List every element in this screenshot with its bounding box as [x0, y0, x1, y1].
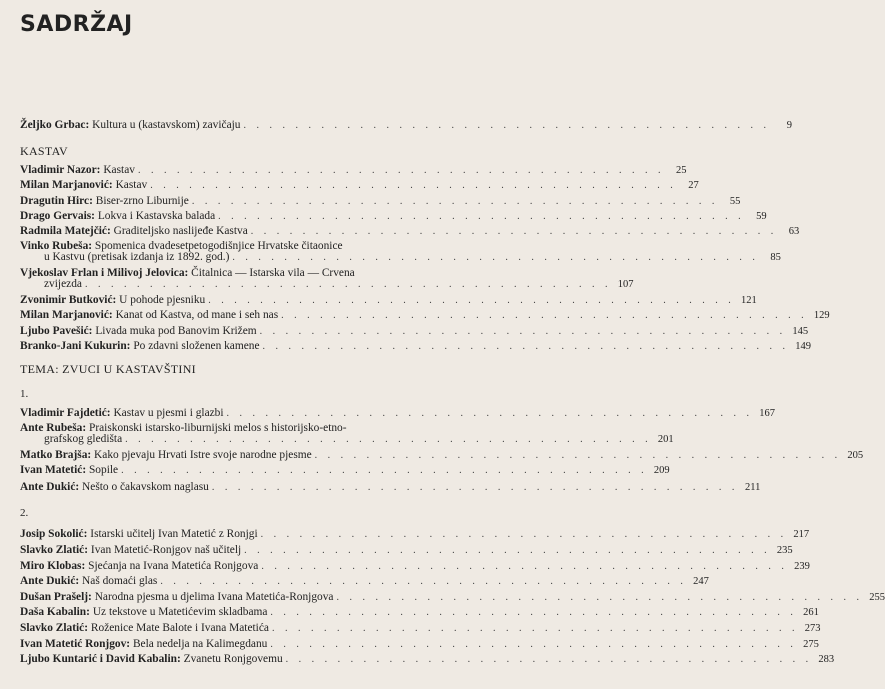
entry-page-number: 27 — [688, 180, 699, 191]
entry-author: Slavko Zlatić: — [20, 544, 89, 556]
entry-author: Ante Dukić: — [20, 481, 80, 493]
entry-title: Kultura u (kastavskom) zavičaju — [92, 119, 241, 131]
entry-title: Ivan Matetić-Ronjgov naš učitelj — [90, 544, 242, 556]
toc-entry-line — [20, 464, 670, 476]
entry-page-number: 25 — [675, 165, 687, 176]
toc-entry — [20, 164, 687, 176]
toc-entry — [20, 449, 864, 461]
leader-dots: . . . . . . . . . . . . . . . . . . . . . . . . . . . . . . . . . . . . . . . . . — [244, 545, 771, 556]
entry-page-number: 283 — [818, 654, 835, 665]
entry-page-number: 63 — [788, 226, 800, 237]
toc-entry-line — [20, 225, 800, 237]
toc-entry-text — [20, 310, 278, 321]
entry-title-continued: u Kastvu (pretisak izdanja iz 1892. god.) — [44, 251, 230, 263]
toc-entry-line — [20, 544, 793, 556]
entry-page-number: 211 — [745, 482, 761, 493]
entry-title: Kanat od Kastva, od mane i seh nas — [115, 309, 279, 321]
leader-dots: . . . . . . . . . . . . . . . . . . . . . . . . . . . . . . . . . . . . . . . . . — [261, 561, 788, 572]
entry-author: Radmila Matejčić: — [20, 225, 111, 237]
leader-dots: . . . . . . . . . . . . . . . . . . . . . . . . . . . . . . . . . . . . . . . . . — [121, 465, 648, 476]
leader-dots: . . . . . . . . . . . . . . . . . . . . . . . . . . . . . . . . . . . . . . . . . — [314, 450, 842, 461]
toc-entry-line — [20, 528, 810, 540]
toc-entry-text — [20, 592, 334, 603]
entry-title: Biser-zrno Liburnije — [95, 195, 189, 207]
entry-author: Miro Klobas: — [20, 560, 86, 572]
toc-entry-line — [20, 591, 885, 603]
toc-entry-line — [20, 294, 757, 306]
toc-entry-text — [20, 165, 135, 176]
entry-page-number: 239 — [794, 561, 810, 572]
entry-author: Ljubo Pavešić: — [20, 325, 93, 337]
toc-entry-line-continued — [20, 251, 781, 263]
entry-author: Vladimir Fajdetić: — [20, 407, 111, 419]
toc-entry-line — [20, 195, 741, 207]
toc-entry-line — [20, 575, 709, 587]
toc-entry-text — [20, 120, 241, 131]
toc-entry — [20, 294, 757, 306]
entry-title: Kako pjevaju Hrvati Istre svoje narodne pjesme — [94, 449, 312, 461]
entry-page-number: 201 — [657, 434, 674, 445]
entry-page-number: 145 — [792, 326, 809, 337]
entry-author: Dragutin Hirc: — [20, 195, 93, 207]
toc-entry — [20, 340, 812, 352]
entry-author: Vinko Rubeša: — [20, 240, 93, 252]
leader-dots: . . . . . . . . . . . . . . . . . . . . . . . . . . . . . . . . . . . . . . . . . — [150, 180, 677, 191]
entry-page-number: 205 — [847, 450, 864, 461]
toc-entry-line — [20, 309, 830, 321]
page-title: SADRŽAJ — [20, 12, 133, 37]
entry-page-number: 273 — [804, 623, 821, 634]
entry-title: Kastav — [103, 164, 135, 176]
entry-author: Ante Rubeša: — [20, 422, 87, 434]
toc-entry-text — [20, 529, 258, 540]
entry-title: Sopile — [88, 464, 119, 476]
toc-entry-text — [20, 450, 312, 461]
entry-page-number: 55 — [729, 196, 741, 207]
toc-entry — [20, 591, 885, 603]
toc-entry-text — [20, 639, 267, 650]
entry-title: Naš domaći glas — [82, 575, 158, 587]
toc-entry-line — [20, 622, 821, 634]
toc-entry-text — [20, 326, 257, 337]
entry-title: Livada muka pod Banovim Križem — [95, 325, 257, 337]
toc-entry — [20, 606, 819, 618]
toc-entry-line-continued — [20, 278, 634, 290]
toc-entry-line — [20, 407, 776, 419]
toc-entry-line — [20, 560, 810, 572]
entry-author: Milan Marjanović: — [20, 179, 113, 191]
entry-title: Istarski učitelj Ivan Matetić z Ronjgi — [90, 528, 258, 540]
entry-title: Uz tekstove u Matetićevim skladbama — [92, 606, 268, 618]
toc-entry-text — [20, 341, 260, 352]
entry-page-number: 235 — [776, 545, 793, 556]
entry-title: Kastav — [115, 179, 148, 191]
leader-dots: . . . . . . . . . . . . . . . . . . . . . . . . . . . . . . . . . . . . . . . . . — [243, 120, 771, 131]
toc-entry-text — [20, 654, 283, 665]
toc-entry-text — [20, 545, 241, 556]
leader-dots: . . . . . . . . . . . . . . . . . . . . . . . . . . . . . . . . . . . . . . . . . — [270, 639, 797, 650]
toc-entry — [20, 240, 781, 263]
toc-entry-line — [20, 119, 793, 131]
toc-entry — [20, 195, 741, 207]
leader-dots: . . . . . . . . . . . . . . . . . . . . . . . . . . . . . . . . . . . . . . . . . — [211, 482, 739, 493]
toc-entry-line — [20, 179, 699, 191]
toc-entry-text — [20, 576, 157, 587]
toc-entry — [20, 544, 793, 556]
entry-author: Vjekoslav Frlan i Milivoj Jelovica: — [20, 267, 189, 279]
entry-title: Sjećanja na Ivana Matetića Ronjgova — [88, 560, 259, 572]
leader-dots: . . . . . . . . . . . . . . . . . . . . . . . . . . . . . . . . . . . . . . . . . — [260, 529, 788, 540]
toc-entry-text — [20, 623, 269, 634]
entry-author: Zvonimir Butković: — [20, 294, 117, 306]
entry-author: Slavko Zlatić: — [20, 622, 89, 634]
entry-title: Bela nedelja na Kalimegdanu — [132, 638, 268, 650]
toc-entry-text — [20, 196, 189, 207]
toc-entry — [20, 653, 835, 665]
entry-page-number: 209 — [653, 465, 670, 476]
toc-entry — [20, 325, 809, 337]
section-kastav-heading: KASTAV — [20, 144, 68, 158]
toc-entry — [20, 225, 800, 237]
leader-dots: . . . . . . . . . . . . . . . . . . . . . . . . . . . . . . . . . . . . . . . . . — [125, 434, 652, 445]
toc-entry-line — [20, 268, 440, 279]
entry-page-number: 59 — [756, 211, 767, 222]
leader-dots: . . . . . . . . . . . . . . . . . . . . . . . . . . . . . . . . . . . . . . . . . — [270, 607, 797, 618]
toc-entry-text — [20, 607, 267, 618]
entry-title: U pohode pjesniku — [119, 294, 206, 306]
toc-entry-text — [20, 211, 215, 222]
entry-title-continued: grafskog gledišta — [44, 433, 123, 445]
entry-author: Vladimir Nazor: — [20, 164, 101, 176]
leader-dots: . . . . . . . . . . . . . . . . . . . . . . . . . . . . . . . . . . . . . . . . . — [84, 279, 612, 290]
toc-entry — [20, 309, 830, 321]
entry-author: Daša Kabalin: — [20, 606, 90, 618]
leader-dots: . . . . . . . . . . . . . . . . . . . . . . . . . . . . . . . . . . . . . . . . . — [250, 226, 778, 237]
toc-entry — [20, 560, 810, 572]
leader-dots: . . . . . . . . . . . . . . . . . . . . . . . . . . . . . . . . . . . . . . . . . — [336, 592, 863, 603]
toc-entry — [20, 575, 709, 587]
entry-author: Matko Brajša: — [20, 449, 92, 461]
toc-entry — [20, 481, 761, 493]
entry-author: Ivan Matetić Ronjgov: — [20, 638, 131, 650]
entry-author: Milan Marjanović: — [20, 309, 113, 321]
entry-title: Kastav u pjesmi i glazbi — [113, 407, 224, 419]
toc-entry-text — [20, 226, 248, 237]
entry-page-number: 217 — [793, 529, 810, 540]
subsection-2-label: 2. — [20, 507, 29, 519]
leader-dots: . . . . . . . . . . . . . . . . . . . . . . . . . . . . . . . . . . . . . . . . . — [191, 196, 719, 207]
entry-title: Roženice Mate Balote i Ivana Matetića — [90, 622, 269, 634]
entry-page-number: 85 — [770, 252, 781, 263]
toc-entry-text — [20, 408, 224, 419]
leader-dots: . . . . . . . . . . . . . . . . . . . . . . . . . . . . . . . . . . . . . . . . . — [262, 341, 790, 352]
leader-dots: . . . . . . . . . . . . . . . . . . . . . . . . . . . . . . . . . . . . . . . . . — [137, 165, 665, 176]
toc-entry — [20, 210, 767, 222]
leader-dots: . . . . . . . . . . . . . . . . . . . . . . . . . . . . . . . . . . . . . . . . . — [259, 326, 787, 337]
entry-author: Drago Gervais: — [20, 210, 95, 222]
entry-title: Zvanetu Ronjgovemu — [183, 653, 283, 665]
entry-page-number: 247 — [693, 576, 709, 587]
toc-entry-text — [20, 465, 118, 476]
entry-title: Praiskonski istarsko-liburnijski melos s historijsko-etno- — [89, 422, 347, 434]
toc-entry-line — [20, 325, 809, 337]
toc-entry-text — [20, 295, 205, 306]
entry-title: Narodna pjesma u djelima Ivana Matetića-Ronjgova — [94, 591, 334, 603]
toc-entry-line — [20, 164, 687, 176]
entry-page-number: 261 — [803, 607, 819, 618]
entry-page-number: 107 — [617, 279, 634, 290]
entry-title: Čitalnica — Istarska vila — Crvena — [191, 267, 355, 279]
toc-entry-text — [20, 561, 258, 572]
toc-entry — [20, 407, 776, 419]
entry-page-number: 129 — [813, 310, 830, 321]
toc-entry-text — [20, 180, 147, 191]
toc-entry-line — [20, 653, 835, 665]
leader-dots: . . . . . . . . . . . . . . . . . . . . . . . . . . . . . . . . . . . . . . . . . — [271, 623, 799, 634]
entry-author: Branko-Jani Kukurin: — [20, 340, 131, 352]
entry-author: Dušan Prašelj: — [20, 591, 92, 603]
toc-entry — [20, 422, 674, 445]
section-tema-heading: TEMA: ZVUCI U KASTAVŠTINI — [20, 362, 196, 376]
toc-entry — [20, 464, 670, 476]
leader-dots: . . . . . . . . . . . . . . . . . . . . . . . . . . . . . . . . . . . . . . . . . — [160, 576, 687, 587]
leader-dots: . . . . . . . . . . . . . . . . . . . . . . . . . . . . . . . . . . . . . . . . . — [218, 211, 745, 222]
entry-page-number: 167 — [759, 408, 776, 419]
toc-entry-line — [20, 340, 812, 352]
entry-page-number: 275 — [803, 639, 819, 650]
toc-entry — [20, 638, 819, 650]
entry-title: Lokva i Kastavska balada — [97, 210, 216, 222]
entry-title: Nešto o čakavskom naglasu — [82, 481, 209, 493]
leader-dots: . . . . . . . . . . . . . . . . . . . . . . . . . . . . . . . . . . . . . . . . . — [285, 654, 813, 665]
entry-author: Josip Sokolić: — [20, 528, 88, 540]
leader-dots: . . . . . . . . . . . . . . . . . . . . . . . . . . . . . . . . . . . . . . . . . — [208, 295, 735, 306]
toc-entry — [20, 267, 634, 290]
toc-entry-line — [20, 210, 767, 222]
entry-author: Ante Dukić: — [20, 575, 80, 587]
toc-entry — [20, 179, 699, 191]
entry-author: Željko Grbac: — [20, 119, 90, 131]
entry-author: Ivan Matetić: — [20, 464, 87, 476]
entry-page-number: 149 — [795, 341, 812, 352]
toc-entry-line — [20, 481, 761, 493]
entry-title-continued: zvijezda — [44, 278, 82, 290]
toc-entry-line — [20, 606, 819, 618]
entry-page-number: 255 — [869, 592, 885, 603]
toc-entry-text — [20, 482, 209, 493]
entry-page-number: 121 — [740, 295, 757, 306]
toc-entry — [20, 528, 810, 540]
entry-page-number: 9 — [786, 120, 793, 131]
entry-title: Po zdavni složenen kamene — [133, 340, 260, 352]
toc-entry — [20, 622, 821, 634]
leader-dots: . . . . . . . . . . . . . . . . . . . . . . . . . . . . . . . . . . . . . . . . . — [226, 408, 754, 419]
entry-title: Graditeljsko naslijeđe Kastva — [113, 225, 248, 237]
toc-entry — [20, 119, 793, 131]
toc-entry-line-continued — [20, 433, 674, 445]
toc-entry-line — [20, 638, 819, 650]
leader-dots: . . . . . . . . . . . . . . . . . . . . . . . . . . . . . . . . . . . . . . . . . — [232, 252, 759, 263]
leader-dots: . . . . . . . . . . . . . . . . . . . . . . . . . . . . . . . . . . . . . . . . . — [281, 310, 808, 321]
entry-title: Spomenica dvadesetpetogodišnjice Hrvatske čitaonice — [94, 240, 343, 252]
toc-entry-line — [20, 449, 864, 461]
subsection-1-label: 1. — [20, 388, 29, 400]
entry-author: Ljubo Kuntarić i David Kabalin: — [20, 653, 181, 665]
